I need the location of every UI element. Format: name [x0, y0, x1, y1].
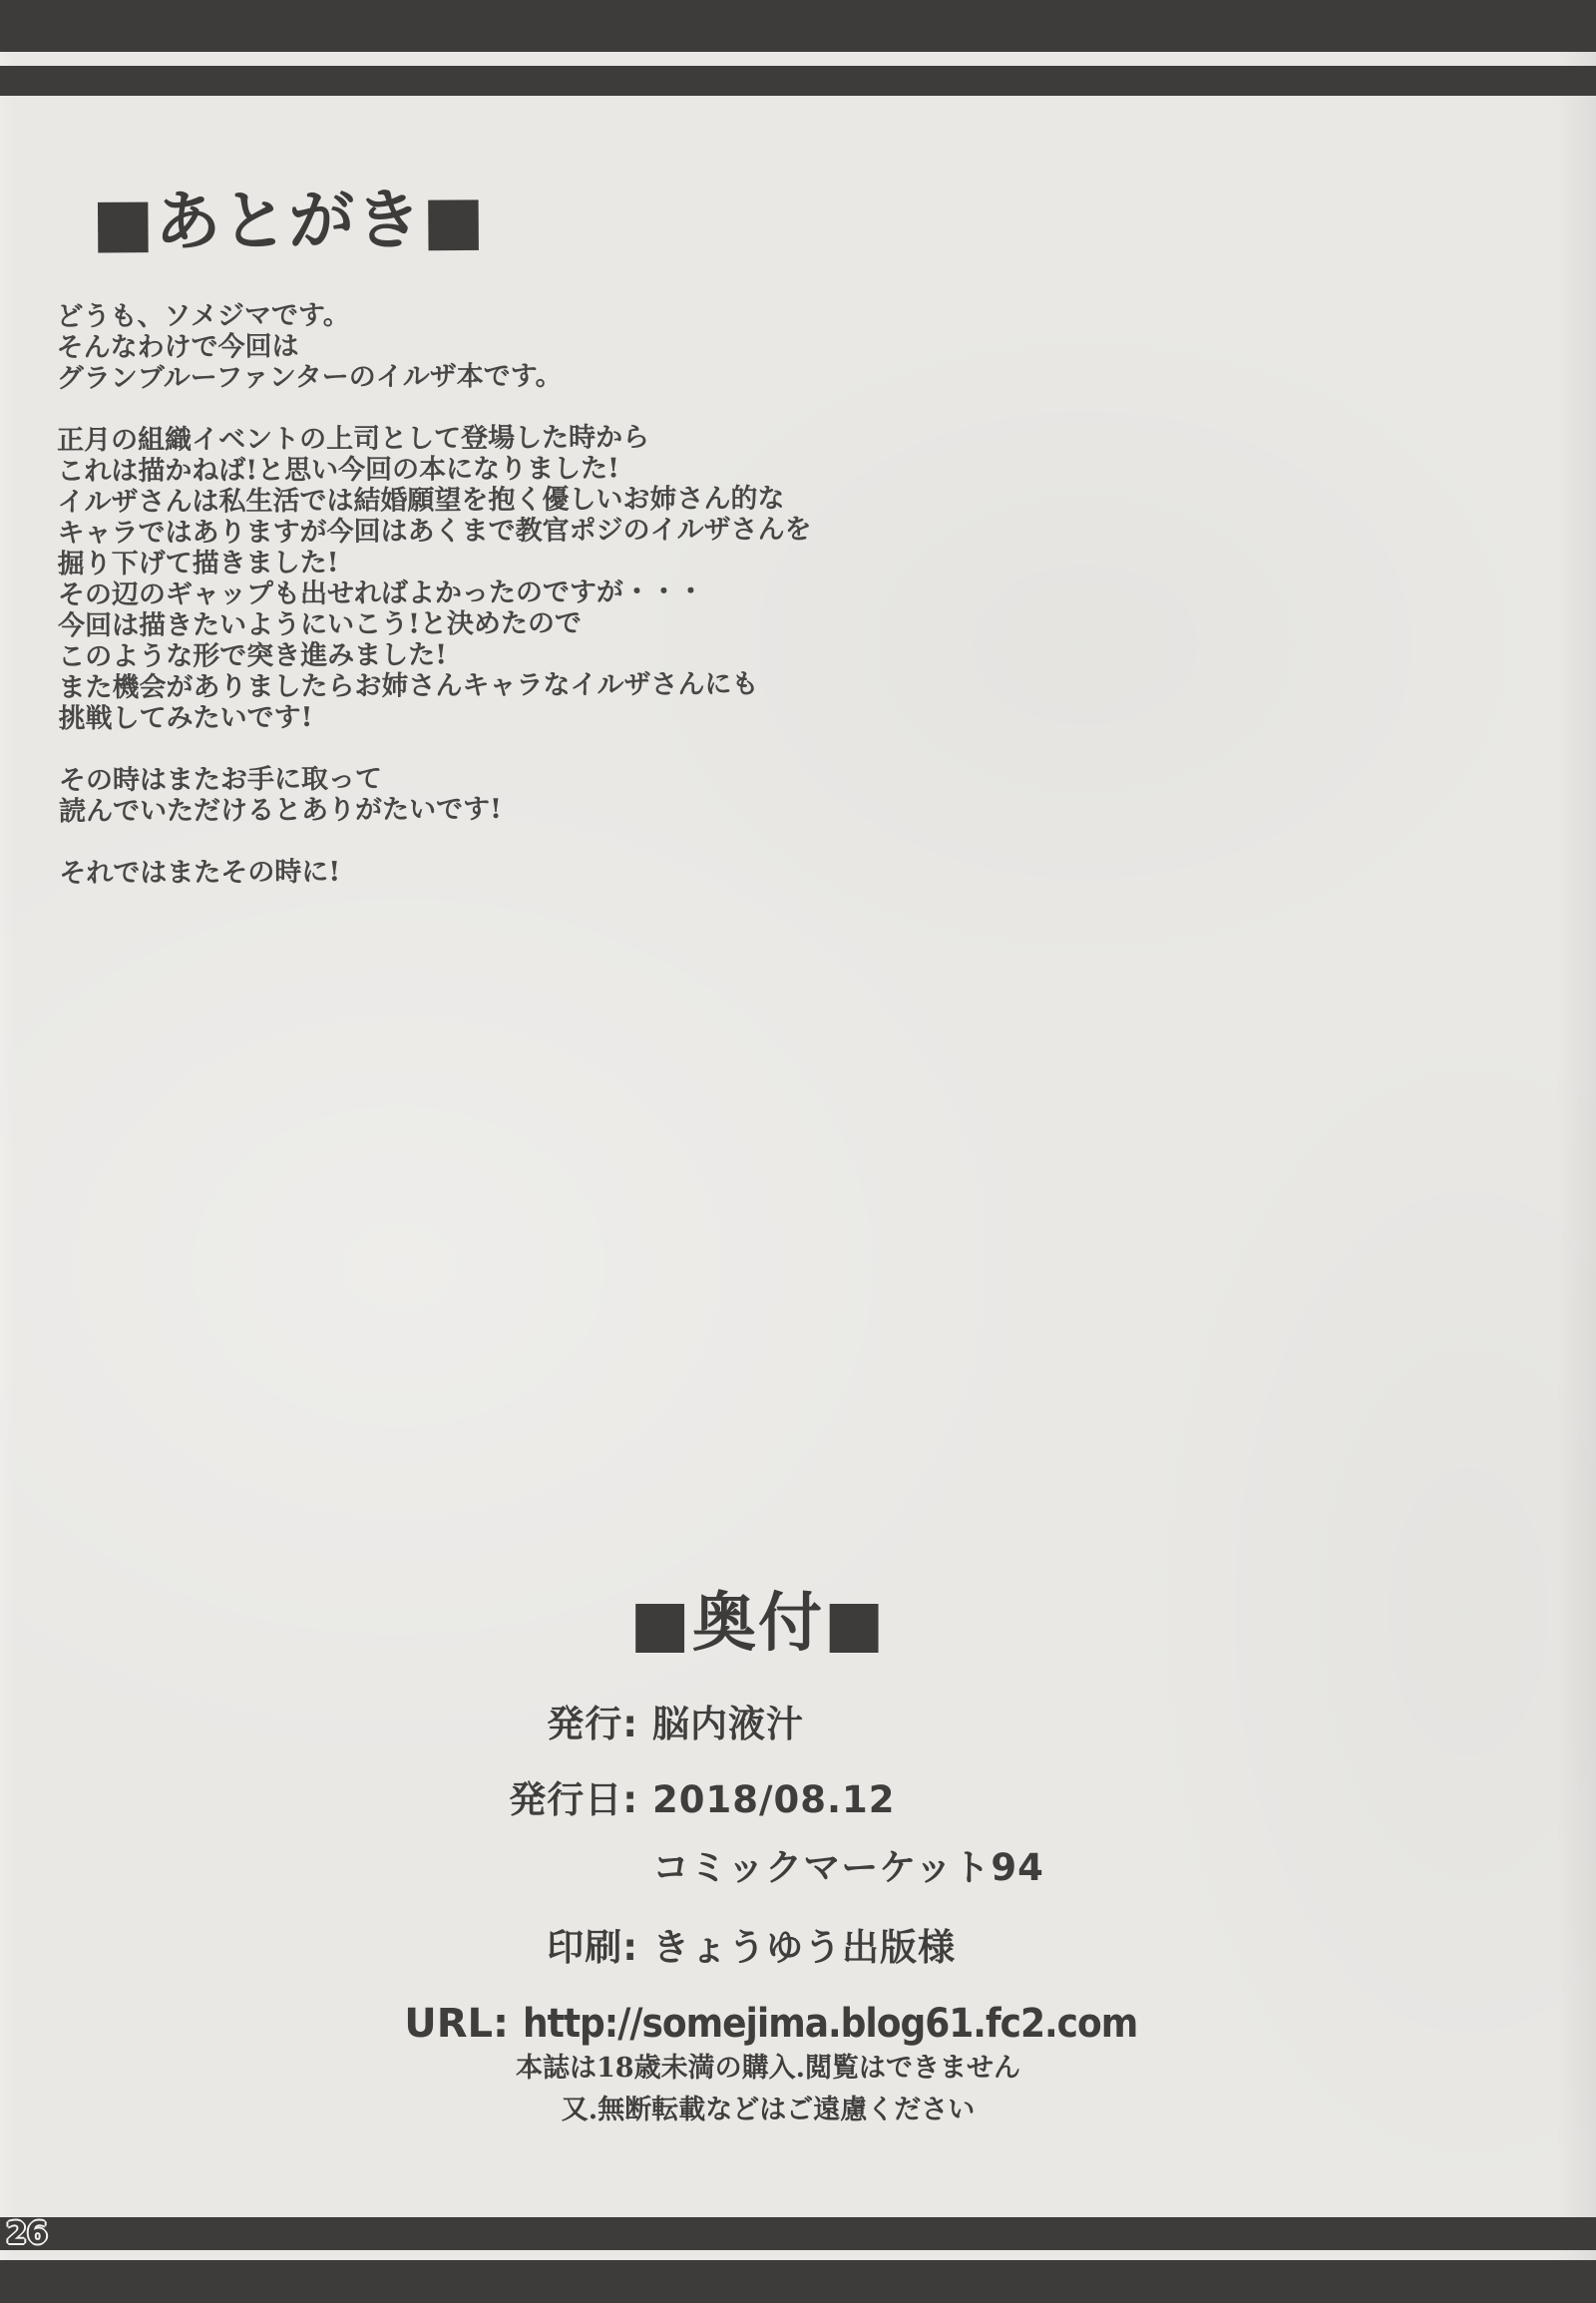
top-bar-primary: [0, 0, 1596, 52]
colophon-row-printer: [0, 1917, 1596, 1971]
top-bar-secondary: [0, 66, 1596, 96]
colophon-row-url: [0, 2001, 1466, 2047]
colophon-notices: [0, 2048, 1536, 2131]
colophon-row-publisher: [0, 1694, 1596, 1747]
afterword-paragraph-closing: それではまたその時に!: [59, 856, 341, 890]
bottom-bar-secondary: [0, 2260, 1596, 2303]
afterword-body: [56, 297, 937, 921]
no-reproduction-notice: 又.無断転載などはご遠慮ください: [561, 2095, 976, 2125]
colophon-title: ■奥付■: [629, 1587, 887, 1661]
publish-date-label: 発行日:: [509, 1778, 638, 1821]
publisher-label: 発行:: [547, 1703, 638, 1745]
event-value: コミックマーケット94: [652, 1846, 1044, 1889]
afterword-title: ■あとがき■: [91, 181, 487, 261]
age-restriction-notice: 本誌は18歳未満の購入.閲覧はできません: [516, 2053, 1020, 2084]
publish-date-value: 2018/08.12: [652, 1778, 896, 1821]
page-number: 26: [6, 2216, 48, 2251]
url-label: URL:: [404, 2001, 509, 2047]
colophon: [0, 1694, 1596, 2047]
colophon-row-publish-date: [0, 1769, 1596, 1823]
afterword-paragraph-thanks: その時はまたお手に取って 読んでいただけるとありがたいです!: [58, 763, 502, 828]
afterword-paragraph-greeting: どうも、ソメジマです。 そんなわけで今回は グランブルーファンターのイルザ本です。: [56, 299, 563, 395]
colophon-row-event: [0, 1837, 1596, 1891]
afterword-paragraph-main: 正月の組織イベントの上司として登場した時から これは描かねば!と思い今回の本になりました! イルザさんは私生活では結婚願望を抱く優しいお姉さん的な キャラではありますが今回はあくまで教官ポジのイルザさんを 掘り下げて描きました! その辺のギャップも出せればよかったのですが・・・ 今回は描きたいようにいこう!と決めたので このような形で突き進みました! また機会がありましたらお姉さんキャラなイルザさんにも 挑戦してみたいです!: [57, 422, 812, 735]
publisher-url: http://somejima.blog61.fc2.com: [523, 2001, 1138, 2047]
printer-label: 印刷:: [547, 1926, 638, 1969]
bottom-bar-primary: [0, 2217, 1596, 2250]
printer-value: きょうゆう出版様: [652, 1926, 956, 1969]
publisher-value: 脳内液汁: [652, 1703, 804, 1745]
